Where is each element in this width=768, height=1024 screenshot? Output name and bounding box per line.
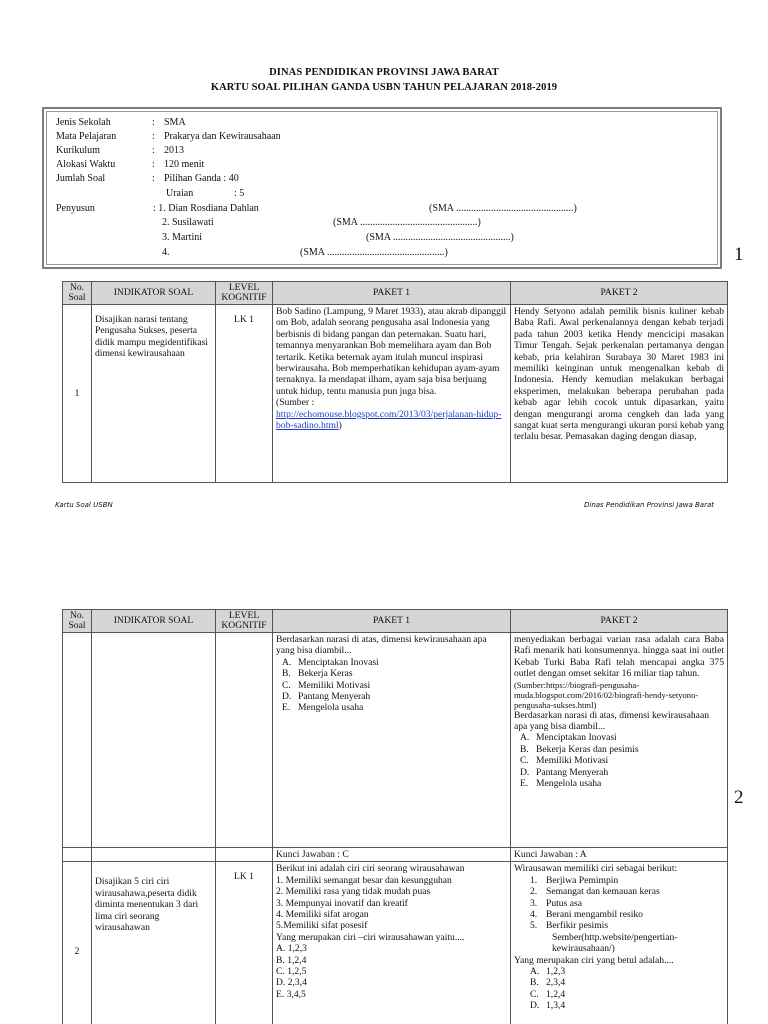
footer-right: Dinas Pendidikan Provinsi Jawa Barat — [584, 501, 714, 509]
info-box: Jenis Sekolah : SMA Mata Pelajaran : Prakarya dan Kewirausahaan Kurikulum : 2013 Alokasi Waktu : 120 menit Jumlah Soal : Pilihan Ganda : 40 Uraian : 5 Penyusun : 1. Dian Rosdiana Dahlan (SMA ...............................................) 2. Susilawati (SMA ...............................................) 3. Martini (SMA ...............................................) 4. (SMA ...............................................) — [42, 107, 722, 269]
question-number: 2 — [63, 862, 92, 1024]
paket-2-cell: Hendy Setyono adalah pemilik bisnis kuliner kebab Baba Rafi. Awal perkenalannya dengan kebab terjadi pada tahun 2003 ketika Hendy mencicipi masakan Timur Tengah. Sejak perkenalan pertamanya dengan kebab, pria kelahiran Surabaya 30 Maret 1983 ini memiliki keinginan untuk mengenalkan kebab di Indonesia. Hendy kemudian melakukan berbagai eksperimen, melakukan beberapa perubahan pada kebab agar lebih cocok untuk dipasarkan, yaitu dengan mengurangi aroma cengkeh dan lada yang sangat kuat serta mengurangi ukuran porsi kebab yang terlalu besar. Pemasakan daging dengan diasap, — [511, 305, 728, 483]
table-row — [63, 305, 728, 483]
level-kognitif: LK 1 — [216, 305, 273, 483]
paket-2-options: A. 1,2,3 B. 2,3,4 C. 1,2,4 D. 1,3,4 — [530, 966, 566, 1012]
paket-1-question: Berdasarkan narasi di atas, dimensi kewirausahaan apa yang bisa diambil... — [276, 634, 487, 657]
page-number-2: 2 — [734, 787, 744, 808]
header-indikator: INDIKATOR SOAL — [92, 610, 216, 633]
paket-2-narrative: menyediakan berbagai varian rasa adalah cara Baba Rafi menarik hati konsumennya. hingga saat ini outlet Kebab Turki Baba Rafi telah mencapai angka 375 outlet dengan omset sekitar 16 miliar tiap tahun. — [514, 634, 724, 680]
indikator-text: Disajikan narasi tentang Pengusaha Sukses, peserta didik mampu megidentifikasi dimensi kewirausahaan — [92, 305, 216, 483]
paket-1-narrative: Bob Sadino (Lampung, 9 Maret 1933), atau akrab dipanggil om Bob, adalah seorang pengusaha asal Indonesia yang berbisnis di bidang pangan dan peternakan. Suatu hari, temannya menyarankan Bob memelihara ayam dan Bob tertarik. Ketika beternak ayam itulah muncul inspirasi berwirausaha. Bob memperhatikan kehidupan ayam-ayam ternaknya. Ia mendapat ilham, ayam saja bisa berjuang untuk hidup, tentu manusia pun juga bisa. — [276, 306, 507, 397]
paket-1-cell — [273, 633, 511, 848]
paket-1-source-label: (Sumber : — [276, 397, 315, 409]
paket-2-source: Sember(http.website/pengertian-kewirausahaan/) — [552, 931, 678, 955]
footer-left: Kartu Soal USBN — [55, 501, 113, 509]
page-number-1: 1 — [734, 244, 744, 265]
question-table-2 — [62, 609, 728, 1024]
level-kognitif: LK 1 — [216, 862, 273, 1024]
answer-key-paket-1: Kunci Jawaban : C — [273, 848, 511, 862]
document-subtitle: KARTU SOAL PILIHAN GANDA USBN TAHUN PELAJARAN 2018-2019 — [210, 82, 558, 93]
header-paket-1: PAKET 1 — [273, 610, 511, 633]
answer-key-paket-2: Kunci Jawaban : A — [511, 848, 728, 862]
paket-2-items: 1. Berjiwa Pemimpin 2. Semangat dan kemauan keras 3. Putus asa 4. Berani mengambil resiko 5. Berfikir pesimis — [530, 874, 660, 932]
header-no: No. Soal — [63, 610, 92, 633]
document-title: DINAS PENDIDIKAN PROVINSI JAWA BARAT — [269, 67, 499, 78]
paket-2-source: (Sumber:https://biografi-pengusaha-muda.blogspot.com/2016/02/biografi-hendy-setyono-pengusaha-sukses.html) — [514, 679, 699, 710]
table-row-kunci — [63, 848, 728, 862]
paket-2-intro: Wirausawan memiliki ciri sebagai berikut: — [514, 863, 678, 875]
paket-1-cell: Berikut ini adalah ciri ciri seorang wirausahawan 1. Memiliki semangat besar dan kesungguhan 2. Memiliki rasa yang tidak mudah puas 3. Mempunyai inovatif dan kreatif 4. Memiliki sifat arogan 5.Memiliki sifat posesif Yang merupakan ciri –ciri wirausahawan yaitu.... A. 1,2,3 B. 1,2,4 C. 1,2,5 D. 2,3,4 E. 3,4,5 — [273, 862, 511, 1024]
question-number: 1 — [63, 305, 92, 483]
header-paket-2: PAKET 2 — [511, 282, 728, 305]
header-paket-2: PAKET 2 — [511, 610, 728, 633]
table-header-row — [63, 282, 728, 305]
paket-1-source-link[interactable]: http://echomouse.blogspot.com/2013/03/perjalanan-hidup-bob-sadino.html — [276, 408, 502, 432]
header-no: No. Soal — [63, 282, 92, 305]
header-level: LEVEL KOGNITIF — [216, 610, 273, 633]
question-table-1 — [62, 281, 728, 483]
header-level: LEVEL KOGNITIF — [216, 282, 273, 305]
paket-1-intro: Berikut ini adalah ciri ciri seorang wirausahawan — [276, 863, 465, 875]
paket-2-cell — [511, 862, 728, 1024]
paket-1-cell: Bob Sadino (Lampung, 9 Maret 1933), atau akrab dipanggil om Bob, adalah seorang pengusaha asal Indonesia yang berbisnis di bidang pangan dan peternakan. Suatu hari, temannya menyarankan Bob memelihara ayam dan Bob tertarik. Ketika beternak ayam itulah muncul inspirasi berwirausaha. Bob memperhatikan kehidupan ayam-ayam ternaknya. Ia mendapat ilham, ayam saja bisa berjuang untuk hidup, tentu manusia pun juga bisa. (Sumber : http://echomouse.blogspot.com/2013/03/perjalanan-hidup-bob-sadino.html) — [273, 305, 511, 483]
paket-1-options: A. Menciptakan Inovasi B. Bekerja Keras C. Memiliki Motivasi D. Pantang Menyerah E. Mengelola usaha — [282, 656, 379, 714]
paket-2-options: A. Menciptakan Inovasi B. Bekerja Keras dan pesimis C. Memiliki Motivasi D. Pantang Menyerah E. Mengelola usaha — [520, 732, 639, 790]
header-paket-1: PAKET 1 — [273, 282, 511, 305]
paket-1-question: Yang merupakan ciri –ciri wirausahawan yaitu.... — [276, 931, 465, 943]
paket-2-question: Yang merupakan ciri yang betul adalah.... — [514, 954, 674, 966]
table-row — [63, 862, 728, 1024]
header-indikator: INDIKATOR SOAL — [92, 282, 216, 305]
table-header-row — [63, 610, 728, 633]
page-separator — [0, 520, 768, 604]
paket-2-cell — [511, 633, 728, 848]
paket-2-question: Berdasarkan narasi di atas, dimensi kewirausahaan apa yang bisa diambil... — [514, 709, 709, 733]
indikator-text: Disajikan 5 ciri ciri wirausahawa,peserta didik diminta menentukan 3 dari lima ciri seorang wirausahawan — [92, 862, 216, 1024]
table-row — [63, 633, 728, 848]
